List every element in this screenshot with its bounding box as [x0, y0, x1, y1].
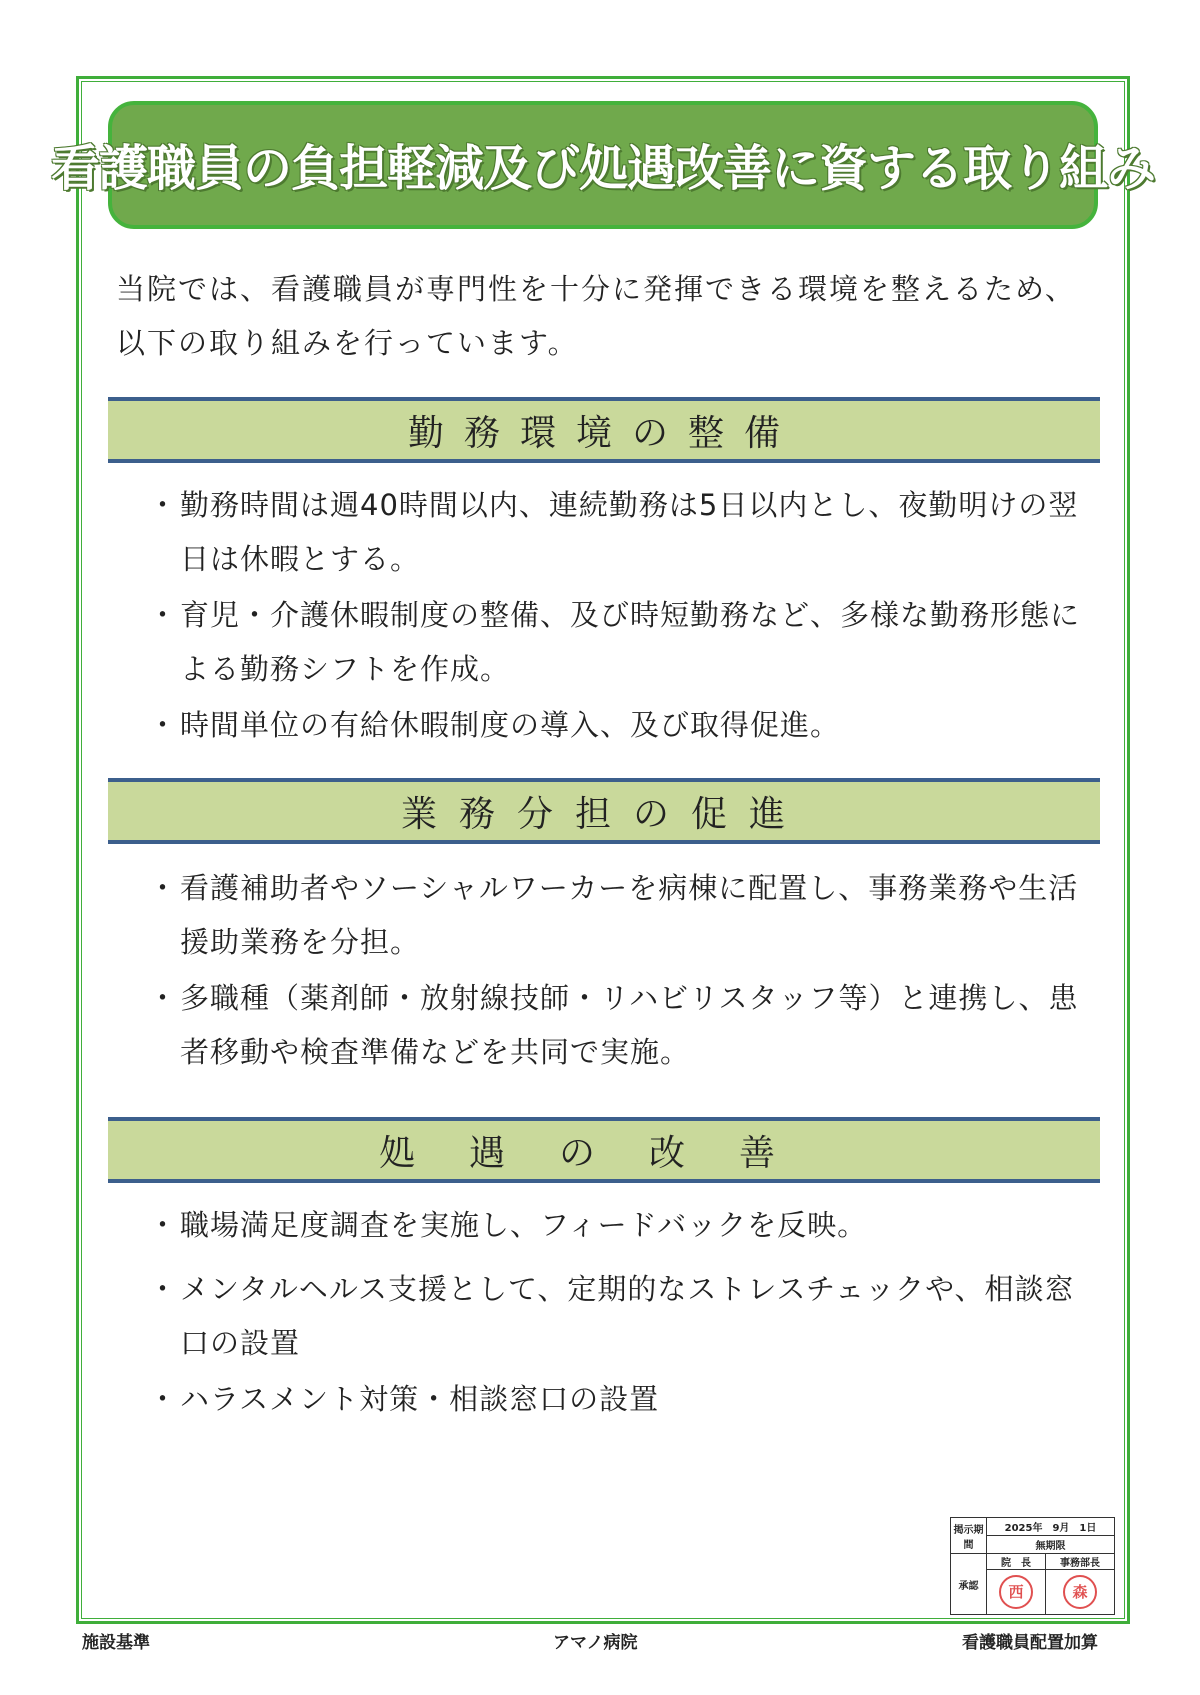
- bullet: ・: [148, 981, 179, 1015]
- posting-date: 2025年 9月 1日: [987, 1518, 1115, 1536]
- section-heading-treatment-improvement: [108, 1117, 1100, 1183]
- list-item: [148, 1262, 1088, 1370]
- section-title: 勤務環境の整備: [407, 412, 800, 454]
- list-item: [148, 971, 1088, 1079]
- admin-manager-seal-cell: [1045, 1570, 1114, 1615]
- approval-label: 承認: [951, 1554, 987, 1615]
- section-title: 業務分担の促進: [400, 793, 807, 835]
- section-title: 処遇の改善: [378, 1132, 829, 1174]
- section-list-treatment-improvement: [148, 1198, 1088, 1426]
- list-item-text: 看護補助者やソーシャルワーカーを病棟に配置し、事務業務や生活援助業務を分担。: [180, 871, 1079, 959]
- page-title: 看護職員の負担軽減及び処遇改善に資する取り組み: [51, 140, 1156, 197]
- list-item: [148, 1198, 1088, 1252]
- bullet: ・: [148, 488, 179, 522]
- list-item-text: 育児・介護休暇制度の整備、及び時短勤務など、多様な勤務形態による勤務シフトを作成。: [180, 598, 1081, 686]
- director-seal: 西: [999, 1575, 1033, 1609]
- director-seal-cell: [987, 1570, 1046, 1615]
- list-item-text: メンタルヘルス支援として、定期的なストレスチェックや、相談窓口の設置: [180, 1272, 1075, 1360]
- bullet: ・: [148, 871, 179, 905]
- section-heading-work-environment: [108, 397, 1100, 463]
- list-item-text: 多職種（薬剤師・放射線技師・リハビリスタッフ等）と連携し、患者移動や検査準備などを共同で実施。: [180, 981, 1079, 1069]
- list-item: [148, 588, 1088, 696]
- admin-manager-seal: 森: [1063, 1575, 1097, 1609]
- list-item-text: 勤務時間は週40時間以内、連続勤務は5日以内とし、夜勤明けの翌日は休暇とする。: [180, 488, 1079, 576]
- bullet: ・: [148, 1382, 179, 1416]
- bullet: ・: [148, 598, 179, 632]
- list-item-text: 時間単位の有給休暇制度の導入、及び取得促進。: [180, 708, 841, 742]
- footer-left: 施設基準: [82, 1633, 150, 1653]
- list-item: [148, 698, 1088, 752]
- intro-text: 当院では、看護職員が専門性を十分に発揮できる環境を整えるため、以下の取り組みを行っています。: [116, 272, 1076, 360]
- list-item-text: 職場満足度調査を実施し、フィードバックを反映。: [180, 1208, 868, 1242]
- posting-duration: 無期限: [987, 1536, 1115, 1554]
- bullet: ・: [148, 708, 179, 742]
- director-label: 院 長: [987, 1554, 1046, 1570]
- list-item: [148, 861, 1088, 969]
- posting-period-label: 掲示期間: [951, 1518, 987, 1554]
- list-item: [148, 478, 1088, 586]
- section-heading-task-sharing: [108, 778, 1100, 844]
- section-list-task-sharing: [148, 861, 1088, 1079]
- bullet: ・: [148, 1208, 179, 1242]
- title-banner: [51, 101, 1156, 229]
- footer-center: アマノ病院: [553, 1633, 638, 1653]
- admin-manager-label: 事務部長: [1045, 1554, 1114, 1570]
- footer-right: 看護職員配置加算: [962, 1633, 1098, 1653]
- list-item: [148, 1372, 1088, 1426]
- approval-stamp-box: [950, 1517, 1115, 1615]
- bullet: ・: [148, 1272, 179, 1306]
- section-list-work-environment: [148, 478, 1088, 752]
- list-item-text: ハラスメント対策・相談窓口の設置: [180, 1382, 660, 1416]
